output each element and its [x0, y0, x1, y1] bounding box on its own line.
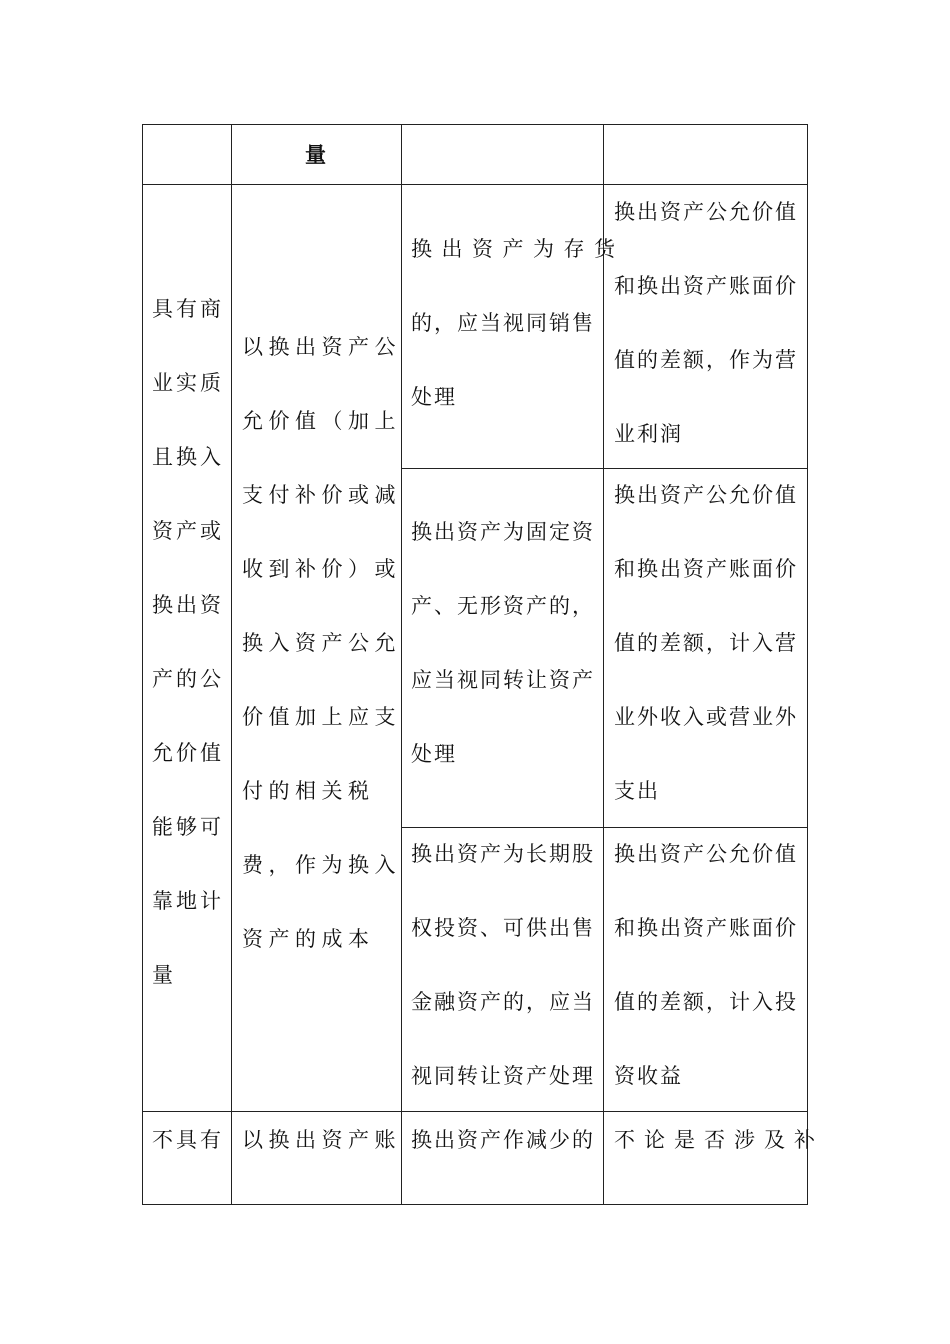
- header-cell: 量: [305, 142, 326, 167]
- result-cell: 不论是否涉及补: [614, 1128, 824, 1152]
- condition-cell: 不具有: [152, 1128, 224, 1152]
- result-cell: 换出资产公允价值 和换出资产账面价 值的差额，计入营 业外收入或营业外 支出: [614, 483, 798, 803]
- result-cell: 换出资产公允价值 和换出资产账面价 值的差额，计入投 资收益: [614, 842, 798, 1088]
- condition-cell: 具有商 业实质 且换入 资产或 换出资 产的公 允价值 能够可 靠地计 量: [152, 297, 224, 987]
- treatment-cell: 换出资产为存货 的，应当视同销售 处理: [411, 237, 625, 409]
- treatment-cell: 换出资产为长期股 权投资、可供出售 金融资产的，应当 视同转让资产处理: [411, 842, 595, 1088]
- table-rule: [401, 124, 402, 1205]
- measurement-cell: 以换出资产公 允价值（加上 支付补价或减 收到补价）或 换入资产公允 价值加上应支 付的相关税 费，作为换入 资产的成本: [242, 335, 401, 951]
- table-rule: [807, 124, 808, 1205]
- table-rule: [142, 124, 143, 1205]
- table-rule: [142, 1204, 808, 1205]
- result-cell: 换出资产公允价值 和换出资产账面价 值的差额，作为营 业利润: [614, 200, 798, 446]
- treatment-cell: 换出资产作减少的: [411, 1128, 595, 1152]
- treatment-cell: 换出资产为固定资 产、无形资产的， 应当视同转让资产 处理: [411, 520, 595, 766]
- table-rule: [231, 124, 232, 1205]
- table-rule: [142, 124, 808, 125]
- measurement-cell: 以换出资产账: [242, 1128, 401, 1152]
